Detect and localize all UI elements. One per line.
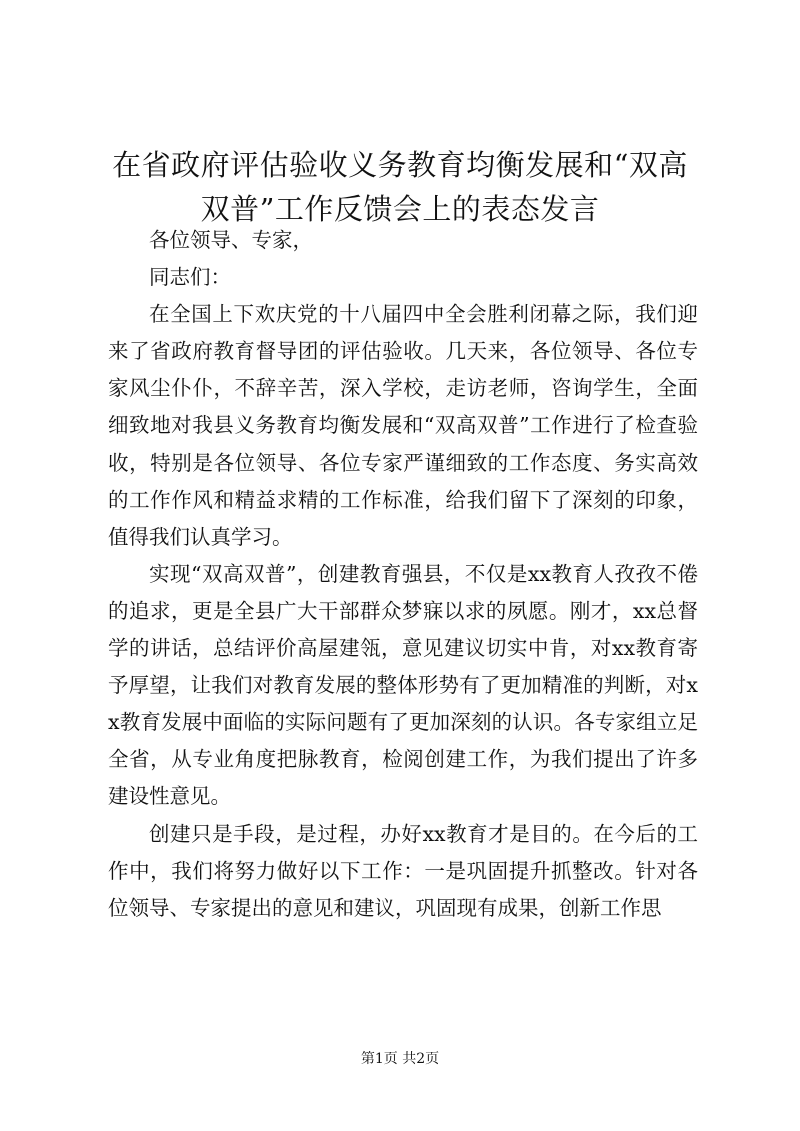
paragraph-2: 实现“双高双普”，创建教育强县，不仅是xx教育人孜孜不倦的追求，更是全县广大干部群众梦寐以求的夙愿。刚才，xx总督学的讲话，总结评价高屋建瓴，意见建议切实中肯，对xx教育寄予厚望，让我们对教育发展的整体形势有了更加精准的判断，对xx教育发展中面临的实际问题有了更加深刻的认识。各专家组立足全省，从专业角度把脉教育，检阅创建工作，为我们提出了许多建设性意见。 — [108, 561, 698, 809]
salutation-leaders: 各位领导、专家， — [149, 228, 313, 252]
paragraph-3: 创建只是手段，是过程，办好xx教育才是目的。在今后的工作中，我们将努力做好以下工作：一是巩固提升抓整改。针对各位领导、专家提出的意见和建议，巩固现有成果，创新工作思 — [108, 821, 698, 920]
paragraph-1: 在全国上下欢庆党的十八届四中全会胜利闭幕之际，我们迎来了省政府教育督导团的评估验收。几天来，各位领导、各位专家风尘仆仆，不辞辛苦，深入学校，走访老师，咨询学生，全面细致地对我县义务教育均衡发展和“双高双普”工作进行了检查验收，特别是各位领导、各位专家严谨细致的工作态度、务实高效的工作作风和精益求精的工作标准，给我们留下了深刻的印象，值得我们认真学习。 — [108, 302, 698, 549]
page-footer: 第1页 共2页 — [360, 1051, 440, 1067]
document-title: 在省政府评估验收义务教育均衡发展和“双高双普”工作反馈会上的表态发言 — [112, 148, 688, 226]
document-body — [108, 222, 698, 927]
salutation-comrades: 同志们： — [149, 265, 231, 290]
